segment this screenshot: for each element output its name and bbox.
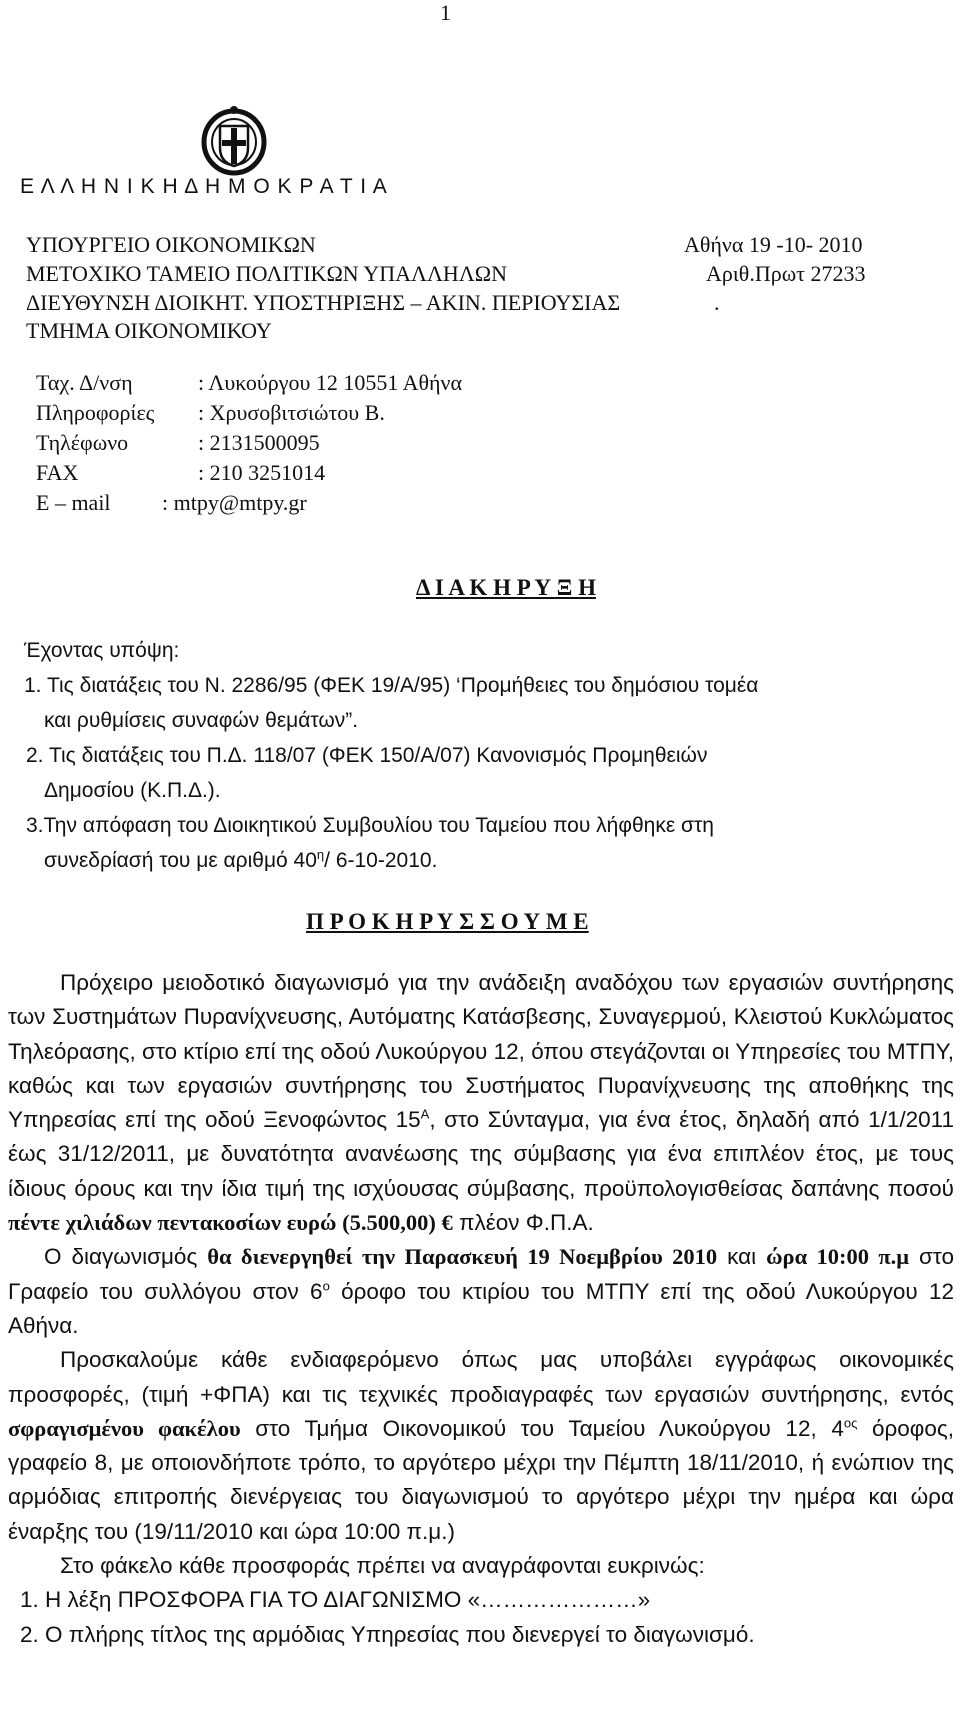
consideration-1: 1. Τις διατάξεις του Ν. 2286/95 (ΦΕΚ 19/Α/95) ‘Προμήθειες του δημόσιου τομέα <box>24 674 759 697</box>
ministry-line: ΥΠΟΥΡΓΕΙΟ ΟΙΚΟΝΟΜΙΚΩΝ <box>26 232 316 257</box>
paragraph-tender: Πρόχειρο μειοδοτικό διαγωνισμό για την ανάδειξη αναδόχου των εργασιών συντήρησης των Συστημάτων Πυρανίχνευσης, Αυτόματης Κατάσβεσης, Συναγερμού, Κλειστού Κυκλώματος Τηλεόρασης, στο κτίριο επί της οδού Λυκούργου 12, όπου στεγάζονται οι Υπηρεσίες του ΜΤΠΥ, καθώς και των εργασιών συντήρησης του Συστήματος Πυρανίχνευσης της αποθήκης της Υπηρεσίας επί της οδού Ξενοφώντος $15^A$, στο Σύνταγμα, για ένα έτος, δηλαδή από 1/1/2011 έως 31/12/2011, με δυνατότητα ανανέωσης της σύμβασης για ένα επιπλέον έτος, με τους ίδιους όρους και την ίδια τιμή της ισχύουσας σύμβασης, προϋπολογισθείσας δαπάνης ποσού πέντε χιλιάδων πεντακοσίων ευρώ (5.500,00) € πλέον Φ.Π.Α. <box>8 970 954 1236</box>
consideration-3-cont: συνεδρίασή του με αριθμό $40^\eta/$ 6-10-2010. <box>44 847 438 872</box>
contact-label: E – mail <box>36 490 111 515</box>
contact-value: : mtpy@mtpy.gr <box>162 490 307 515</box>
consideration-3: 3.Την απόφαση του Διοικητικού Συμβουλίου του Ταμείου που λήφθηκε στη <box>26 814 714 837</box>
protocol-number: Αριθ.Πρωτ 27233 <box>706 261 866 286</box>
contact-label: Ταχ. Δ/νση <box>36 370 133 395</box>
header-dot: . <box>714 290 720 315</box>
envelope-item-1: 1. Η λέξη ΠΡΟΣΦΟΡΑ ΓΙΑ ΤΟ ΔΙΑΓΩΝΙΣΜΟ «…………………» <box>20 1587 651 1613</box>
greek-coat-of-arms-icon <box>200 104 268 176</box>
contact-fax <box>36 462 325 484</box>
document-title: Δ Ι Α Κ Η Ρ Υ Ξ Η <box>416 575 596 600</box>
proclaim-heading: Π Ρ Ο Κ Η Ρ Υ Σ Σ Ο Υ Μ Ε <box>306 909 589 934</box>
directorate-line: ΔΙΕΥΘΥΝΣΗ ΔΙΟΙΚΗΤ. ΥΠΟΣΤΗΡΙΞΗΣ – ΑΚΙΝ. ΠΕΡΙΟΥΣΙΑΣ <box>26 290 621 315</box>
consideration-1-cont: και ρυθμίσεις συναφών θεμάτων”. <box>44 709 359 732</box>
contact-label: Τηλέφωνο <box>36 430 129 455</box>
consideration-2-cont: Δημοσίου (Κ.Π.Δ.). <box>44 779 221 802</box>
country-heading: Ε Λ Λ Η Ν Ι Κ Η Δ Η Μ Ο Κ Ρ Α Τ Ι Α <box>20 175 388 198</box>
consideration-2: 2. Τις διατάξεις του Π.Δ. 118/07 (ΦΕΚ 150/Α/07) Κανονισμός Προμηθειών <box>26 744 708 767</box>
contact-value: : Λυκούργου 12 10551 Αθήνα <box>198 370 463 395</box>
contact-value: : 2131500095 <box>198 430 320 455</box>
contact-value: : Χρυσοβιτσιώτου Β. <box>198 400 385 425</box>
contact-label: Πληροφορίες <box>36 400 155 425</box>
contact-email <box>36 492 307 514</box>
fund-line: ΜΕΤΟΧΙΚΟ ΤΑΜΕΙΟ ΠΟΛΙΤΙΚΩΝ ΥΠΑΛΛΗΛΩΝ <box>26 261 508 286</box>
body-text <box>8 966 954 1652</box>
contact-phone <box>36 432 320 454</box>
paragraph-date: Ο διαγωνισμός θα διενεργηθεί την Παρασκευή 19 Νοεμβρίου 2010 και ώρα 10:00 π.μ στο Γραφείο του συλλόγου στον $6^o$ όροφο του κτιρίου του ΜΤΠΥ επί της οδού Λυκούργου 12 Αθήνα. <box>8 1244 954 1338</box>
contact-info <box>36 402 385 424</box>
paragraph-envelope: Στο φάκελο κάθε προσφοράς πρέπει να αναγράφονται ευκρινώς: <box>60 1553 705 1579</box>
considering-label: Έχοντας υπόψη: <box>24 639 180 662</box>
page-number: 1 <box>440 0 451 25</box>
section-line: ΤΜΗΜΑ ΟΙΚΟΝΟΜΙΚΟΥ <box>26 318 272 343</box>
date-line: Αθήνα 19 -10- 2010 <box>684 232 863 257</box>
contact-label: FAX <box>36 460 79 485</box>
envelope-item-2: 2. Ο πλήρης τίτλος της αρμόδιας Υπηρεσίας που διενεργεί το διαγωνισμό. <box>20 1621 755 1647</box>
contact-value: : 210 3251014 <box>198 460 326 485</box>
paragraph-invitation: Προσκαλούμε κάθε ενδιαφερόμενο όπως μας υποβάλει εγγράφως οικονομικές προσφορές, (τιμή +ΦΠΑ) και τις τεχνικές προδιαγραφές των εργασιών συντήρησης, εντός σφραγισμένου φακέλου στο Τμήμα Οικονομικού του Ταμείου Λυκούργου 12, $4^{o\varsigma}$ όροφος, γραφείο 8, με οποιονδήποτε τρόπο, το αργότερο μέχρι την Πέμπτη 18/11/2010, ή ενώπιον της αρμόδιας επιτροπής διενέργειας του διαγωνισμού το αργότερο μέχρι την ημέρα και ώρα έναρξης του (19/11/2010 και ώρα 10:00 π.μ.) <box>8 1347 955 1544</box>
contact-address <box>36 372 462 394</box>
